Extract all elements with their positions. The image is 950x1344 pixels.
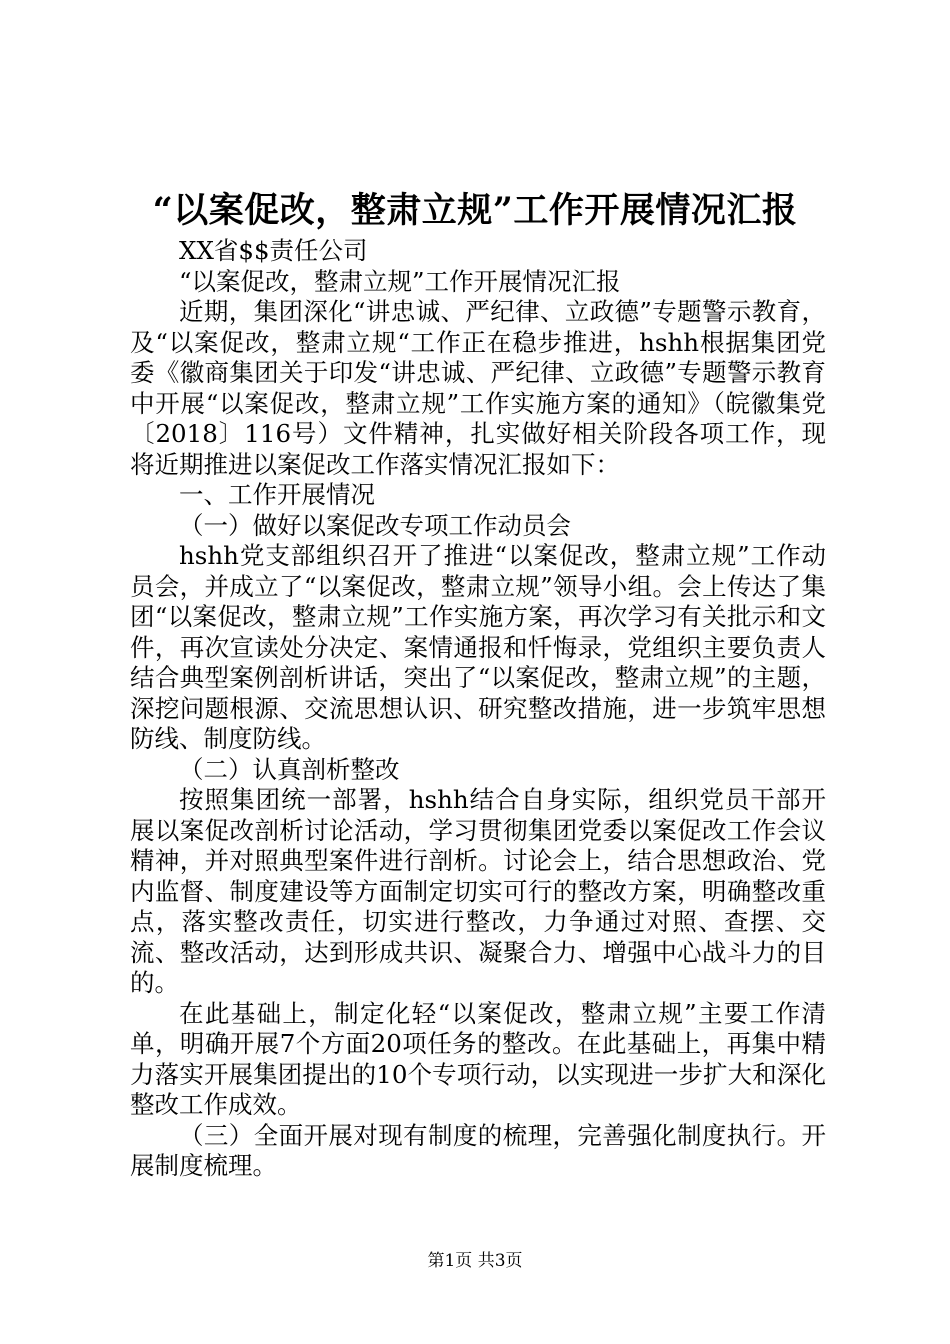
subsection-heading-2: （二）认真剖析整改 (179, 754, 400, 784)
document-title: “以案促改，整肃立规”工作开展情况汇报 (152, 190, 798, 231)
document-body (130, 236, 826, 1182)
report-subtitle: “以案促改，整肃立规”工作开展情况汇报 (179, 266, 621, 296)
subsection-heading-3: （三）全面开展对现有制度的梳理，完善强化制度执行。开展制度梳理。 (130, 1120, 826, 1180)
paragraph-analysis: 按照集团统一部署，hshh结合自身实际，组织党员干部开展以案促改剖析讨论活动，学习贯彻集团党委以案促改工作会议精神，并对照典型案件进行剖析。讨论会上，结合思想政治、党内监督、制度建设等方面制定切实可行的整改方案，明确整改重点，落实整改责任，切实进行整改，力争通过对照、查摆、交流、整改活动，达到形成共识、凝聚合力、增强中心战斗力的目的。 (130, 785, 826, 997)
section-heading-1: 一、工作开展情况 (179, 480, 375, 509)
paragraph-mobilization: hshh党支部组织召开了推进“以案促改，整肃立规”工作动员会，并成立了“以案促改，整肃立规”领导小组。会上传达了集团“以案促改，整肃立规”工作实施方案，再次学习有关批示和文件，再次宣读处分决定、案情通报和忏悔录，党组织主要负责人结合典型案例剖析讲话，突出了“以案促改，整肃立规”的主题，深挖问题根源、交流思想认识、研究整改措施，进一步筑牢思想防线、制度防线。 (130, 541, 826, 753)
subsection-heading-1: （一）做好以案促改专项工作动员会 (179, 510, 571, 540)
paragraph-task-list: 在此基础上，制定化轻“以案促改，整肃立规”主要工作清单，明确开展7个方面20项任务的整改。在此基础上，再集中精力落实开展集团提出的10个专项行动，以实现进一步扩大和深化整改工作成效。 (130, 998, 826, 1119)
paragraph-intro: 近期，集团深化“讲忠诚、严纪律、立政德”专题警示教育，及“以案促改，整肃立规“工作正在稳步推进，hshh根据集团党委《徽商集团关于印发“讲忠诚、严纪律、立政德”专题警示教育中开展“以案促改，整肃立规”工作实施方案的通知》（皖徽集党〔2018〕116号）文件精神，扎实做好相关阶段各项工作，现将近期推进以案促改工作落实情况汇报如下： (130, 297, 826, 479)
company-name: XX省$$责任公司 (179, 236, 368, 265)
page-footer: 第1页 共3页 (427, 1251, 523, 1271)
